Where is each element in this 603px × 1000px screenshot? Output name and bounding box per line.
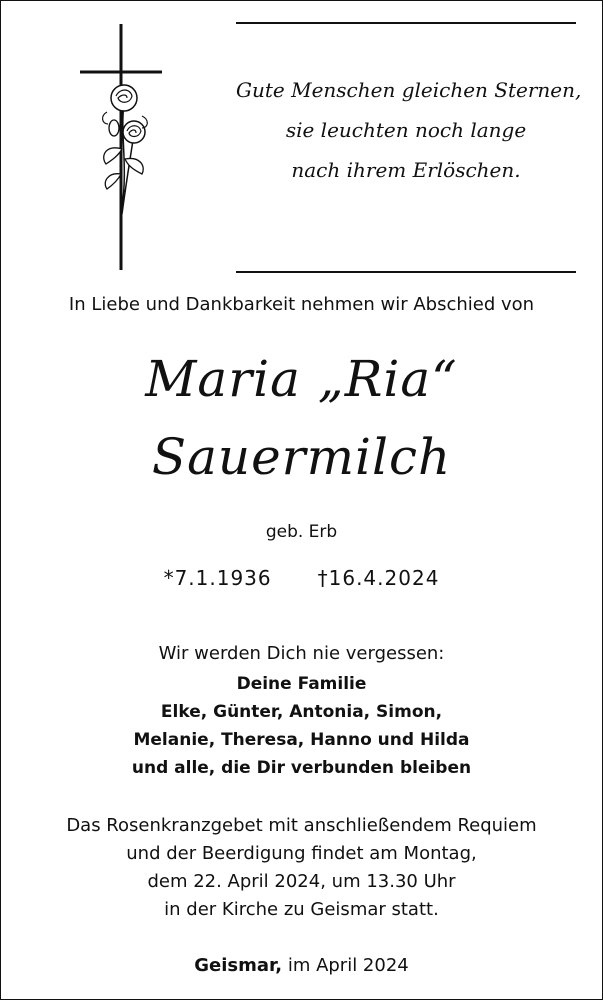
mourners-intro <box>0 640 603 668</box>
death-date: †16.4.2024 <box>317 566 440 590</box>
deceased-first-name: Maria „Ria“ <box>145 350 458 408</box>
service-line: Das Rosenkranzgebet mit anschließendem Requiem <box>66 815 537 836</box>
poem-line: Gute Menschen gleichen Sternen, <box>236 78 582 102</box>
mourners-line: Melanie, Theresa, Hanno und Hilda <box>133 730 470 750</box>
service-line: in der Kirche zu Geismar statt. <box>164 899 439 920</box>
deceased-last-name: Sauermilch <box>151 428 452 486</box>
mourners-line: Elke, Günter, Antonia, Simon, <box>160 702 443 722</box>
mourners-line: Deine Familie <box>236 674 367 694</box>
maiden-name: geb. Erb <box>265 522 338 542</box>
place-date: im April 2024 <box>287 955 409 976</box>
place-and-date <box>0 952 603 980</box>
poem-rule-bottom <box>236 271 576 273</box>
mourners-line: und alle, die Dir verbunden bleiben <box>131 758 472 778</box>
poem-rule-top <box>236 22 576 24</box>
service-info <box>0 812 603 924</box>
life-dates <box>0 566 603 590</box>
mourners-list <box>0 670 603 782</box>
service-line: und der Beerdigung findet am Montag, <box>126 843 477 864</box>
poem-line: sie leuchten noch lange <box>285 118 527 142</box>
mourners-intro-line: Wir werden Dich nie vergessen: <box>158 643 445 664</box>
place-city: Geismar, <box>194 955 283 976</box>
intro-text: In Liebe und Dankbarkeit nehmen wir Abschied von <box>68 294 535 315</box>
poem-line: nach ihrem Erlöschen. <box>291 158 521 182</box>
cross-with-roses-icon <box>72 24 172 274</box>
poem <box>236 70 582 190</box>
service-line: dem 22. April 2024, um 13.30 Uhr <box>147 871 456 892</box>
birth-date: *7.1.1936 <box>163 566 272 590</box>
